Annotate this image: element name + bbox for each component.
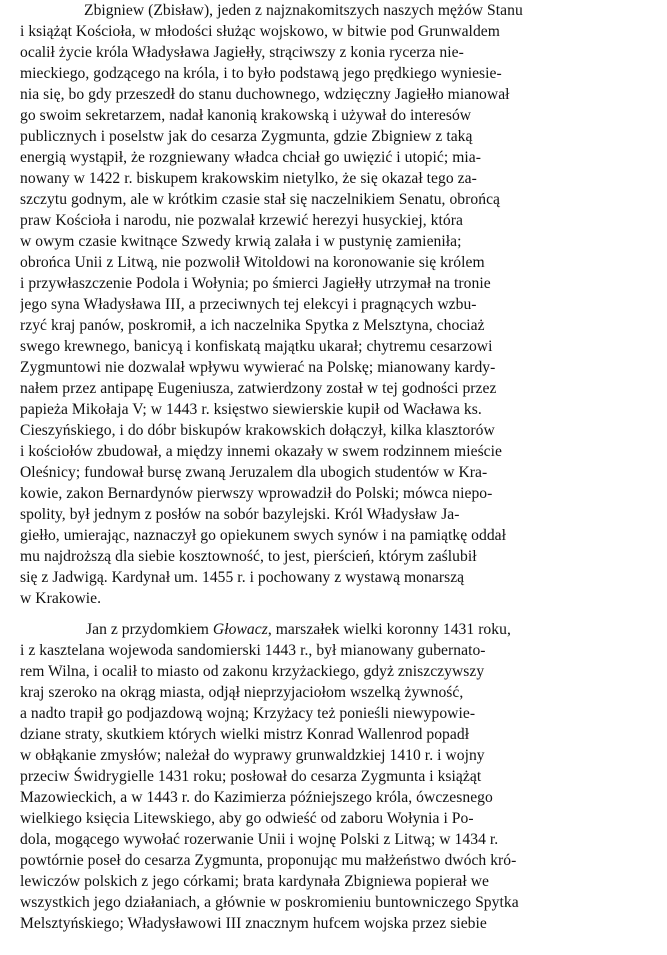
text-line: w obłąkanie zmysłów; należał do wyprawy grunwaldzkiej 1410 r. i wojny: [20, 747, 485, 764]
text-line: kraj szeroko na okrąg miasta, odjął nieprzyjaciołom wszelką żywność,: [20, 684, 464, 701]
text-line: spolity, był jednym z posłów na sobór bazylejski. Król Władysław Ja-: [20, 506, 460, 523]
text-line: w Krakowie.: [20, 590, 102, 607]
text-line: i książąt Kościoła, w młodości służąc wojskowo, w bitwie pod Grunwaldem: [20, 23, 500, 40]
text-line: nowany w 1422 r. biskupem krakowskim nietylko, że się okazał tego za-: [20, 170, 477, 187]
text-line: a nadto trapił go podjazdową wojną; Krzyżacy też ponieśli niewypowie-: [20, 705, 476, 722]
text-line: mu najdroższą dla siebie kosztowność, to jest, pierścień, którym zaślubił: [20, 548, 477, 565]
text-line: publicznych i poselstw jak do cesarza Zygmunta, gdzie Zbigniew z taką: [20, 128, 473, 145]
text-line: go swoim sekretarzem, nadał kanonią krakowską i używał do interesów: [20, 107, 472, 124]
text-line: wielkiego księcia Litewskiego, aby go odwieść od zaboru Wołynia i Po-: [20, 810, 474, 827]
text-line: Cieszyńskiego, i do dóbr biskupów krakowskich dołączył, kilka klasztorów: [20, 422, 495, 439]
text-line: Mazowieckich, a w 1443 r. do Kazimierza późniejszego króla, ówczesnego: [20, 789, 493, 806]
text-line: Zbigniew (Zbisław), jeden z najznakomitszych naszych mężów Stanu: [84, 2, 523, 19]
text-line: mieckiego, godzącego na króla, i to było podstawą jego prędkiego wyniesie-: [20, 65, 502, 82]
text-line: Oleśnicy; fundował bursę zwaną Jeruzalem dla ubogich studentów w Kra-: [20, 464, 488, 481]
text-line: Zygmuntowi nie dozwalał wpływu wywierać na Polskę; mianowany kardy-: [20, 359, 496, 376]
text-line: obrońca Unii z Litwą, nie pozwolił Witoldowi na koronowanie się królem: [20, 254, 485, 271]
text-line: energią wystąpił, że rozgniewany władca chciał go uwięzić i utopić; mia-: [20, 149, 481, 166]
text-line: papieża Mikołaja V; w 1443 r. księstwo siewierskie kupił od Wacława ks.: [20, 401, 482, 418]
text-line: nałem przez antipapę Eugeniusza, zatwierdzony został w tej godności przez: [20, 380, 497, 397]
text-line: wszystkich jego działaniach, a głównie w poskromieniu buntowniczego Spytka: [20, 894, 519, 911]
text-line: nia się, bo gdy przeszedł do stanu duchownego, wdzięczny Jagiełło mianował: [20, 86, 510, 103]
text-line: szczytu godnym, ale w krótkim czasie stał się naczelnikiem Senatu, obrońcą: [20, 191, 501, 208]
text-line: ocalił życie króla Władysława Jagiełły, strąciwszy z konia rycerza nie-: [20, 44, 464, 61]
text-line: i z kasztelana wojewoda sandomierski 1443 r., był mianowany gubernato-: [20, 642, 486, 659]
text-line: rzyć kraj panów, poskromił, a ich naczelnika Spytka z Melsztyna, chociaż: [20, 317, 485, 334]
text-line: praw Kościoła i narodu, nie pozwalał krzewić herezyi husyckiej, która: [20, 212, 463, 229]
text-line: rem Wilna, i ocalił to miasto od zakonu krzyżackiego, gdyż zniszczywszy: [20, 663, 485, 680]
italic-name: Głowacz: [212, 621, 268, 638]
text-line: przeciw Świdrygielle 1431 roku; posłował do cesarza Zygmunta i książąt: [20, 768, 482, 785]
text-line: kowie, zakon Bernardynów pierwszy wprowadził do Polski; mówca niepo-: [20, 485, 493, 502]
text-line: dola, mogącego wywołać rozerwanie Unii i wojnę Polski z Litwą; w 1434 r.: [20, 831, 499, 848]
text-line: i przywłaszczenie Podola i Wołynia; po śmierci Jagiełły utrzymał na tronie: [20, 275, 491, 292]
text-line: powtórnie poseł do cesarza Zygmunta, proponując mu małżeństwo dwóch kró-: [20, 852, 517, 869]
text-line: lewiczów polskich z jego córkami; brata kardynała Zbigniewa popierał we: [20, 873, 490, 890]
text-span: Jan z przydomkiem: [86, 621, 213, 638]
text-line: dziane straty, skutkiem których wielki mistrz Konrad Wallenrod popadł: [20, 726, 470, 743]
text-line: się z Jadwigą. Kardynał um. 1455 r. i pochowany z wystawą monarszą: [20, 569, 465, 586]
text-line: w owym czasie kwitnące Szwedy krwią zalała i w pustynię zamieniła;: [20, 233, 462, 250]
paragraph-opening-line: [86, 619, 648, 640]
text-line: giełło, umierając, naznaczył go opiekunem swych synów i na pamiątkę oddał: [20, 527, 507, 544]
text-line: jego syna Władysława III, a przeciwnych tej elekcyi i pragnących wzbu-: [20, 296, 477, 313]
text-span: , marszałek wielki koronny 1431 roku,: [267, 621, 511, 638]
text-line: i kościołów zbudował, a między innemi okazały w swem rodzinnem mieście: [20, 443, 503, 460]
text-line: swego krewnego, banicyą i konfiskatą majątku ukarał; chytremu cesarzowi: [20, 338, 493, 355]
text-line: Melsztyńskiego; Władysławowi III znacznym hufcem wojska przez siebie: [20, 915, 487, 932]
